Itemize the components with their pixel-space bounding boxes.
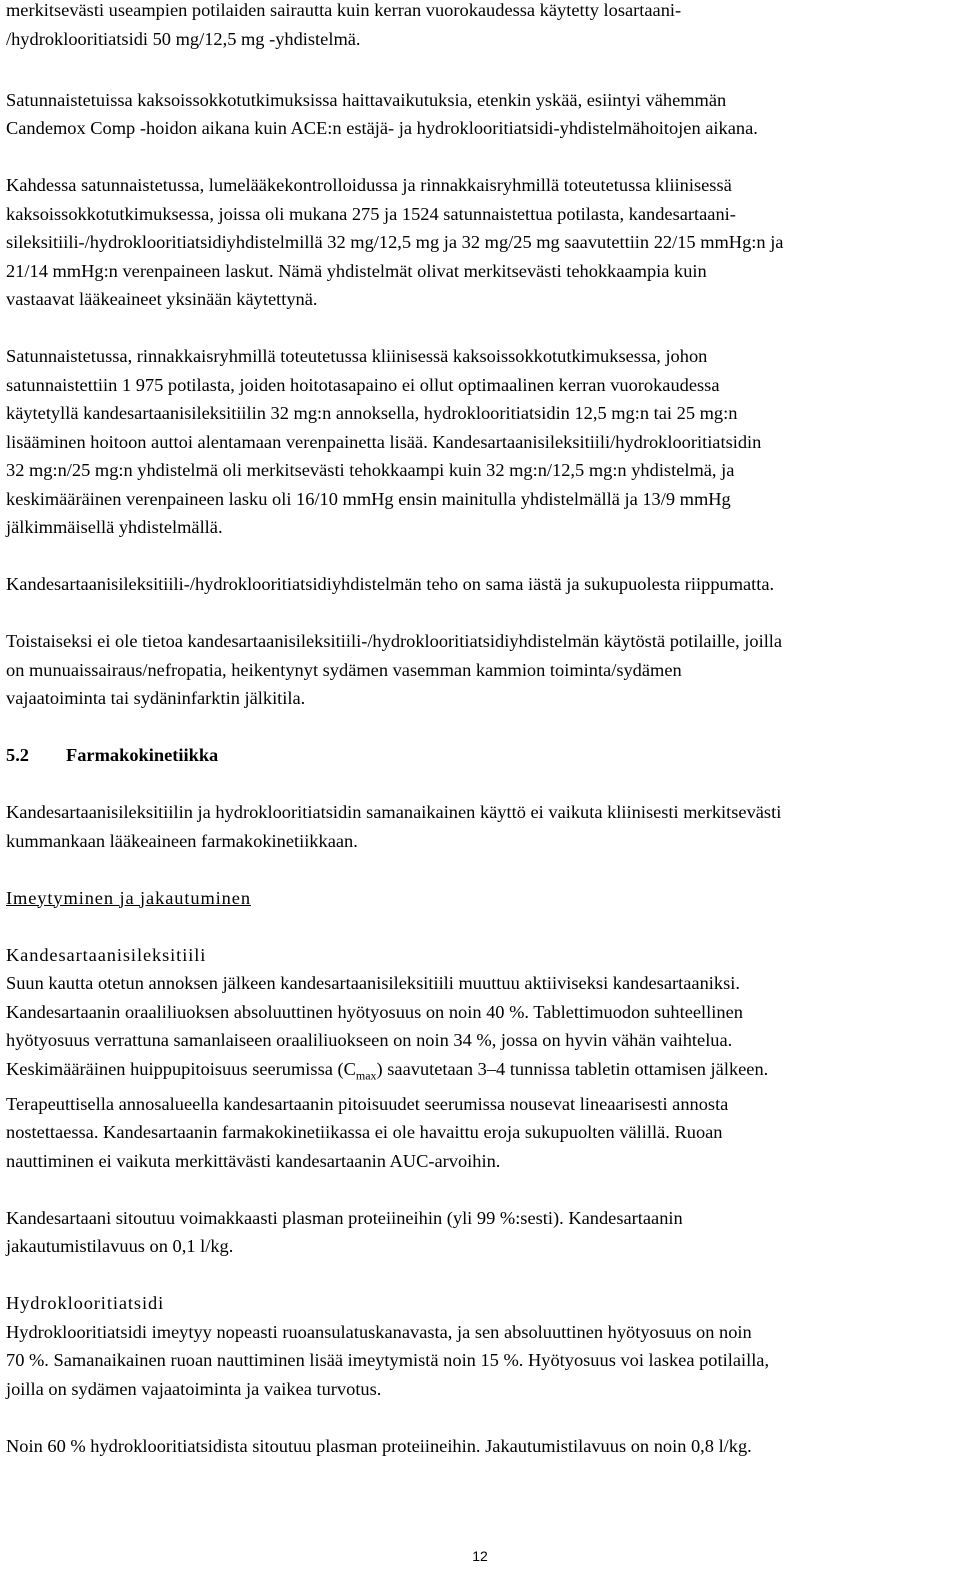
page-number: 12 [472,1548,488,1564]
paragraph-parallel-group-trial: Satunnaistetussa, rinnakkaisryhmillä toteutetussa kliinisessä kaksoissokkotutkimuksessa, johon satunnaistettiin 1 975 potilasta, joiden hoitotasapaino ei ollut optimaalinen kerran vuorokaudessa käytetyllä kandesartaanisileksitiilin 32 mg:n annoksella, hydroklooritiatsidin 12,5 mg:n tai 25 mg:n lisääminen hoitoon auttoi alentamaan verenpainetta lisää. Kandesartaanisileksitiili/hydroklooritiatsidin 32 mg:n/25 mg:n yhdistelmä oli merkitsevästi tehokkaampi kuin 32 mg:n/12,5 mg:n yhdistelmä, ja keskimääräinen verenpaineen lasku oli 16/10 mmHg ensin mainitulla yhdistelmällä ja 13/9 mmHg jälkimmäisellä yhdistelmällä. [6,346,762,537]
paragraph-candesartan-absorption [6,969,956,1175]
paragraph-adverse-effects: Satunnaistetuissa kaksoissokkotutkimuksissa haittavaikutuksia, etenkin yskää, esiintyi vähemmän Candemox Comp -hoidon aikana kuin ACE:n estäjä- ja hydroklooritiatsidi-yhdistelmähoitojen aikana. [6,89,758,138]
paragraph-two-trials: Kahdessa satunnaistetussa, lumelääkekontrolloidussa ja rinnakkaisryhmillä toteutetussa kliinisessä kaksoissokkotutkimuksessa, joissa oli mukana 275 ja 1524 satunnaistettua potilasta, kandesartaani- sileksitiili-/hydroklooritiatsidiyhdistelmillä 32 mg/12,5 mg ja 32 mg/25 mg saavutettiin 22/15 mmHg:n ja 21/14 mmHg:n verenpaineen laskut. Nämä yhdistelmät olivat merkitsevästi tehokkaampia kuin vastaavat lääkeaineet yksinään käytettynä. [6,175,784,309]
paragraph-candesartan-binding: Kandesartaani sitoutuu voimakkaasti plasman proteiineihin (yli 99 %:sesti). Kandesartaanin jakautumistilavuus on 0,1 l/kg. [6,1207,683,1257]
candesartan-text-a: Suun kautta otetun annoksen jälkeen kandesartaanisileksitiili muuttuu aktiiviseksi kandesartaaniksi. Kandesartaanin oraaliliuoksen absoluuttinen hyötyosuus on noin 40 %. Tablettimuodon suhteellinen hyötyosuus verrattuna samanlaiseen oraaliliuokseen on noin 34 %, jossa on hyvin vähän vaihtelua. Keskimääräinen huippupitoisuus seerumissa (C [6,973,743,1079]
subheading-absorption-distribution: Imeytyminen ja jakautuminen [6,887,251,908]
paragraph-hctz-absorption: Hydroklooritiatsidi imeytyy nopeasti ruoansulatuskanavasta, ja sen absoluuttinen hyötyosuus on noin 70 %. Samanaikainen ruoan nauttiminen lisää imeytymistä noin 15 %. Hyötyosuus voi laskea potilailla, joilla on sydämen vajaatoiminta ja vaikea turvotus. [6,1321,770,1399]
section-number: 5.2 [6,745,29,765]
candesartan-text-b: ) saavutetaan 3–4 tunnissa tabletin ottamisen jälkeen. Terapeuttisella annosalueella kandesartaanin pitoisuudet seerumissa nousevat lineaarisesti annosta nostettaessa. Kandesartaanin farmakokinetiikassa ei ole havaittu eroja sukupuolten välillä. Ruoan nauttiminen ei vaikuta merkittävästi kandesartaanin AUC-arvoihin. [6,1058,769,1171]
cmax-subscript: max [355,1068,377,1083]
paragraph-no-data: Toistaiseksi ei ole tietoa kandesartaanisileksitiili-/hydroklooritiatsidiyhdistelmän käytöstä potilaille, joilla on munuaissairaus/nefropatia, heikentynyt sydämen vasemman kammion toiminta/sydämen vajaatoiminta tai sydäninfarktin jälkitila. [6,631,783,708]
label-candesartan: Kandesartaanisileksitiili [6,944,207,965]
document-page [6,0,956,1489]
section-title: Farmakokinetiikka [66,745,219,765]
paragraph-hctz-binding: Noin 60 % hydroklooritiatsidista sitoutuu plasman proteiineihin. Jakautumistilavuus on noin 0,8 l/kg. [6,1435,752,1456]
paragraph-losartan-comparison: merkitsevästi useampien potilaiden sairautta kuin kerran vuorokaudessa käytetty losartaani- /hydroklooritiatsidi 50 mg/12,5 mg -yhdistelmä. [6,0,682,49]
paragraph-age-sex-efficacy: Kandesartaanisileksitiili-/hydroklooritiatsidiyhdistelmän teho on sama iästä ja sukupuolesta riippumatta. [6,574,775,594]
section-heading [6,741,956,770]
paragraph-pk-intro: Kandesartaanisileksitiilin ja hydroklooritiatsidin samanaikainen käyttö ei vaikuta kliinisesti merkitsevästi kummankaan lääkeaineen farmakokinetiikkaan. [6,802,782,851]
label-hydrochlorothiazide: Hydroklooritiatsidi [6,1293,165,1314]
